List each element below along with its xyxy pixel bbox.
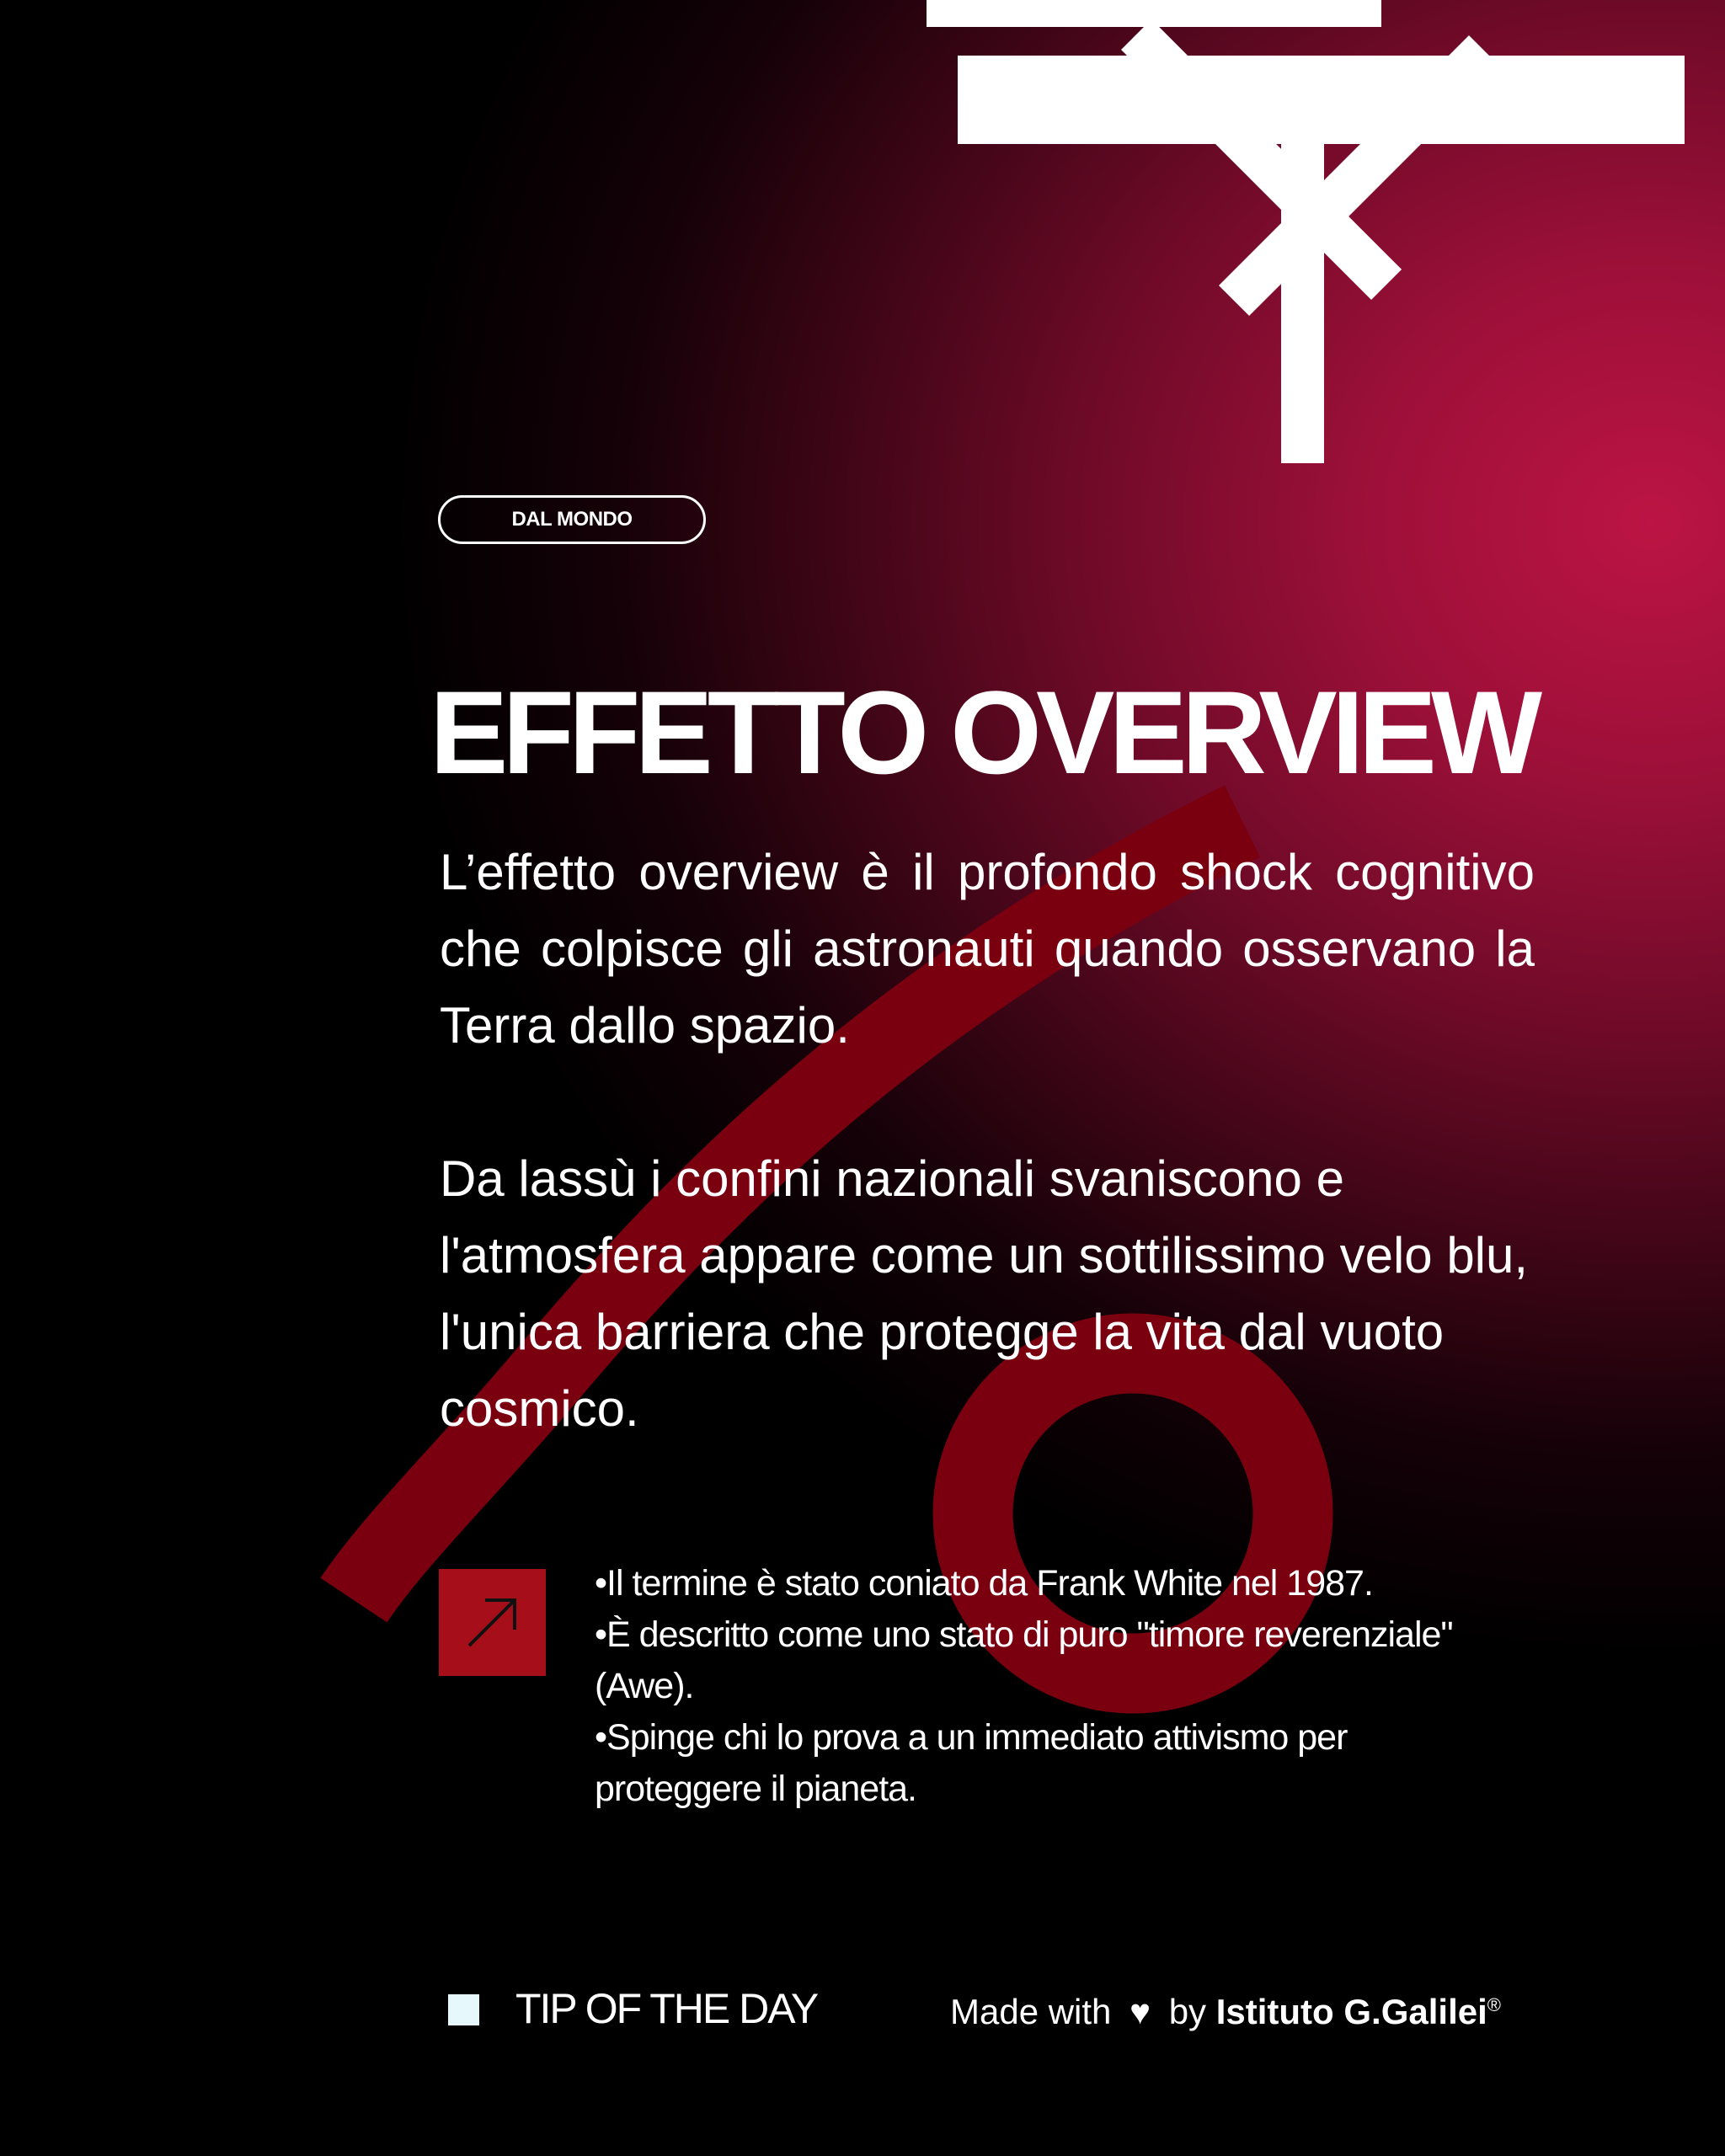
facts-list bbox=[595, 1558, 1504, 1815]
arrow-up-right-icon bbox=[439, 1569, 546, 1676]
made-with-text: Made with bbox=[950, 1992, 1112, 2031]
square-icon bbox=[448, 1994, 479, 2025]
page-title: EFFETTO OVERVIEW bbox=[430, 666, 1537, 798]
credit-line bbox=[950, 1977, 1501, 2040]
org-name: Istituto G.Galilei bbox=[1215, 1992, 1487, 2031]
body-paragraph: Da lassù i confini nazionali svaniscono e l'atmosfera appare come un sottilissimo velo blu, l'unica barriera che protegge la vita dal vuoto cosmico. bbox=[440, 1150, 1529, 1437]
asterisk-icon bbox=[927, 0, 1685, 463]
tip-label: TIP OF THE DAY bbox=[515, 1985, 818, 2032]
list-item: •È descritto come uno stato di puro "timore reverenziale" (Awe). bbox=[595, 1614, 1453, 1706]
arrow-badge bbox=[439, 1569, 546, 1676]
registered-mark: ® bbox=[1487, 1994, 1501, 2015]
category-tag: DAL MONDO bbox=[438, 495, 706, 544]
list-item: •Il termine è stato coniato da Frank White nel 1987. bbox=[595, 1563, 1373, 1604]
list-item: •Spinge chi lo prova a un immediato attivismo per proteggere il pianeta. bbox=[595, 1717, 1348, 1809]
heart-icon: ♥ bbox=[1130, 1992, 1151, 2031]
lead-paragraph: L’effetto overview è il profondo shock cognitivo che colpisce gli astronauti quando osservano la Terra dallo spazio. bbox=[440, 844, 1535, 1054]
by-text: by bbox=[1168, 1992, 1207, 2031]
